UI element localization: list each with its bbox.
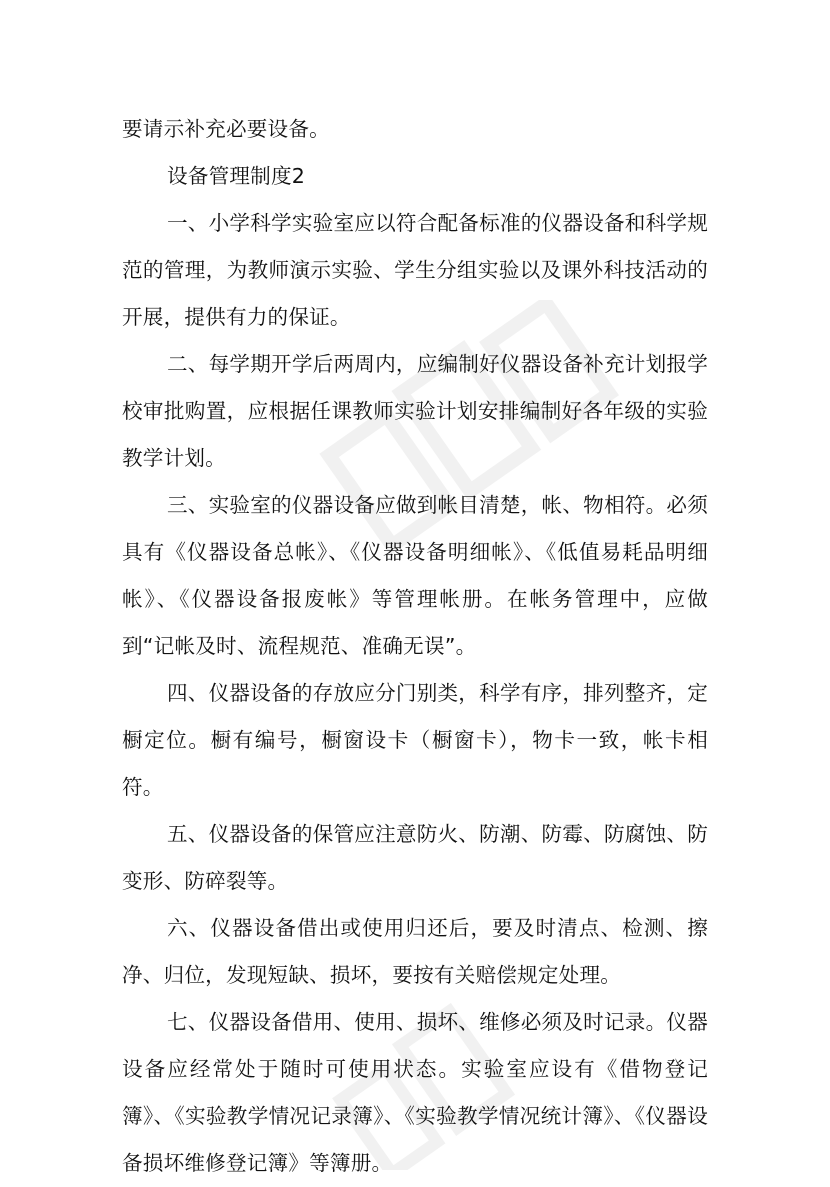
- paragraph-continuation: 要请示补充必要设备。: [122, 117, 330, 141]
- paragraph-item-6: 六、仪器设备借出或使用归还后，要及时清点、检测、擦净、归位，发现短缺、损坏，要按有关赔偿规定处理。: [122, 916, 708, 987]
- paragraph-item-7: 七、仪器设备借用、使用、损坏、维修必须及时记录。仪器设备应经常处于随时可使用状态。实验室应设有《借物登记簿》、《实验教学情况记录簿》、《实验教学情况统计簿》、《仪器设备损坏维修登记簿》等簿册。: [122, 1010, 708, 1175]
- paragraph-item-2: 二、每学期开学后两周内，应编制好仪器设备补充计划报学校审批购置，应根据任课教师实验计划安排编制好各年级的实验教学计划。: [122, 352, 708, 470]
- paragraph-item-3: 三、实验室的仪器设备应做到帐目清楚，帐、物相符。必须具有《仪器设备总帐》、《仪器设备明细帐》、《低值易耗品明细帐》、《仪器设备报废帐》等管理帐册。在帐务管理中，应做到“记帐及时、流程规范、准确无误”。: [122, 493, 708, 658]
- paragraph-item-4: 四、仪器设备的存放应分门别类，科学有序，排列整齐，定橱定位。橱有编号，橱窗设卡（橱窗卡），物卡一致，帐卡相符。: [122, 681, 708, 799]
- paragraph-item-1: 一、小学科学实验室应以符合配备标准的仪器设备和科学规范的管理，为教师演示实验、学生分组实验以及课外科技活动的开展，提供有力的保证。: [122, 211, 708, 329]
- paragraph-item-5: 五、仪器设备的保管应注意防火、防潮、防霉、防腐蚀、防变形、防碎裂等。: [122, 822, 708, 893]
- section-heading: 设备管理制度2: [167, 164, 306, 188]
- document-body: [122, 106, 708, 1187]
